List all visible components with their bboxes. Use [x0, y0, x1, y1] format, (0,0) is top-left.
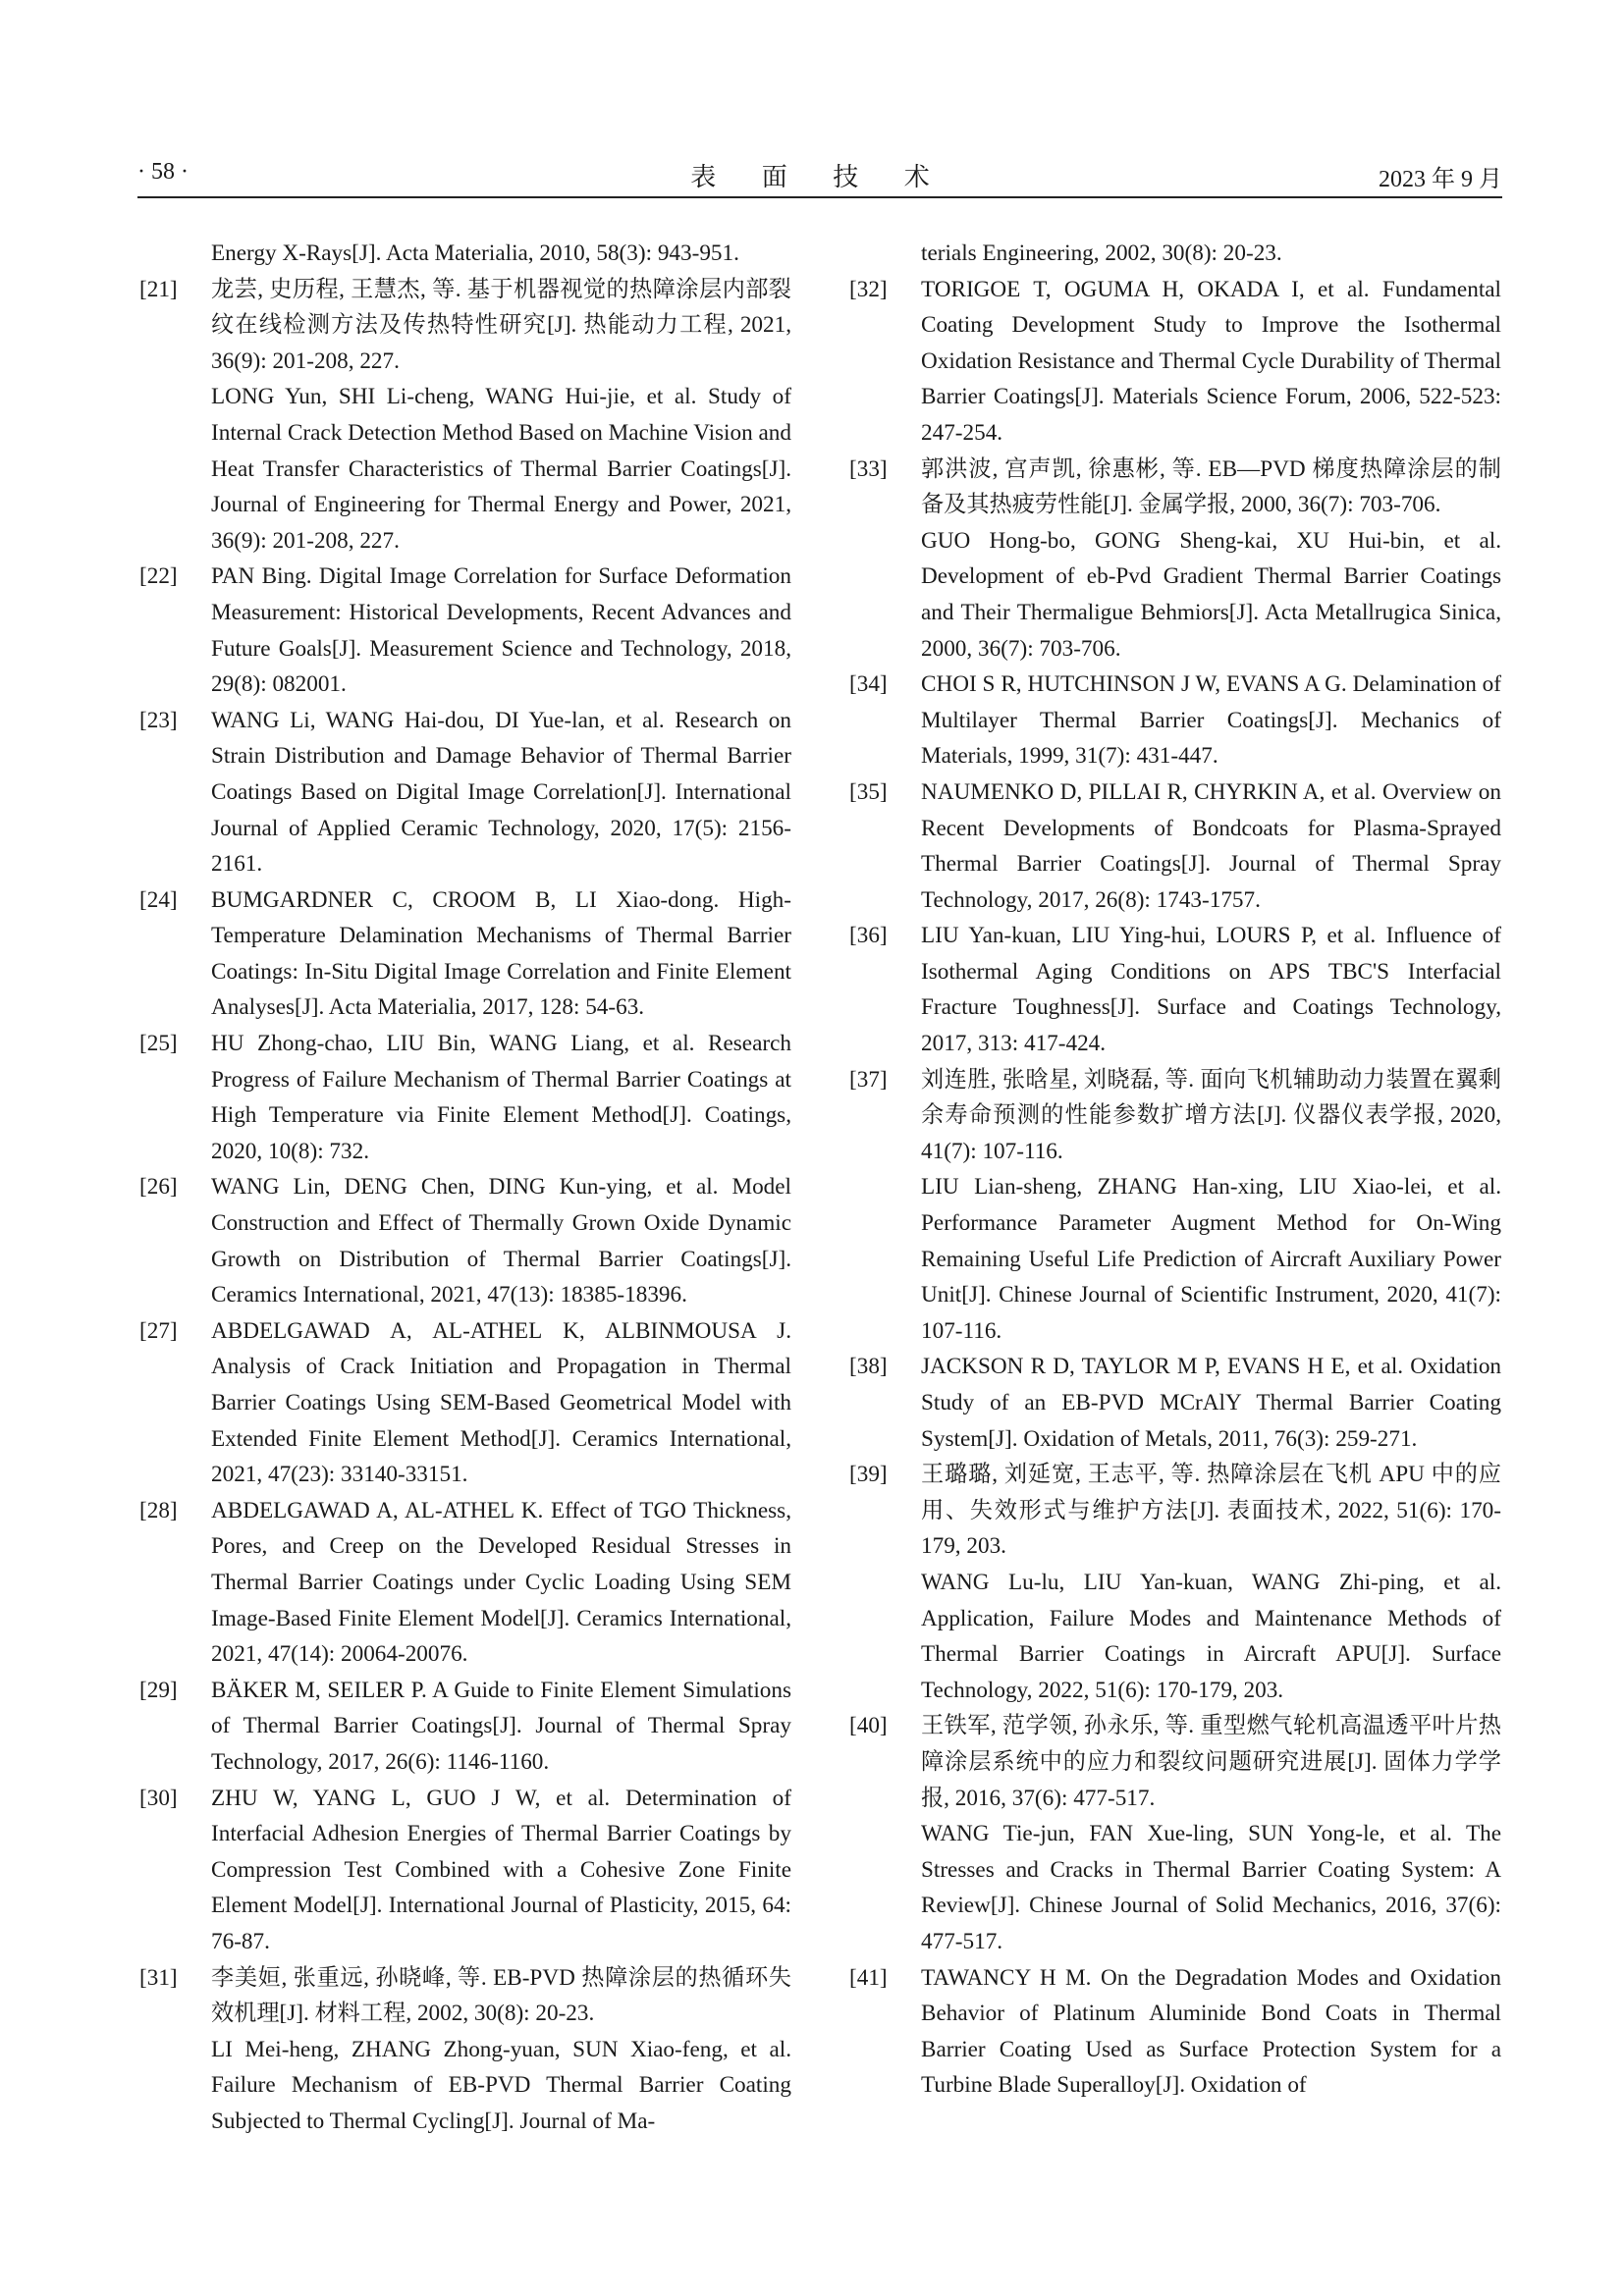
reference-item [847, 667, 1501, 774]
reference-text: JACKSON R D, TAYLOR M P, EVANS H E, et al. Oxidation Study of an EB-PVD MCrAlY Thermal Barrier Coating System[J]. Oxidation of Metals, 2011, 76(3): 259-271. [921, 1354, 1501, 1452]
reference-text: 李美姮, 张重远, 孙晓峰, 等. EB-PVD 热障涂层的热循环失效机理[J]. 材料工程, 2002, 30(8): 20-23. [211, 1964, 791, 2027]
reference-item [137, 559, 791, 702]
reference-number: [41] [849, 1964, 888, 1991]
reference-text: WANG Lin, DENG Chen, DING Kun-ying, et al. Model Construction and Effect of Thermally Grown Oxide Dynamic Growth on Distribution of Thermal Barrier Coatings[J]. Ceramics International, 2021, 47(13): 18385-18396. [211, 1174, 791, 1308]
reference-item [847, 1708, 1501, 1959]
reference-number: [37] [849, 1066, 888, 1093]
reference-text: ABDELGAWAD A, AL-ATHEL K, ALBINMOUSA J. Analysis of Crack Initiation and Propagation in Thermal Barrier Coatings Using SEM-Based Geometrical Model with Extended Finite Element Method[J]. Ceramics International, 2021, 47(23): 33140-33151. [211, 1317, 791, 1488]
reference-number: [33] [849, 455, 888, 482]
reference-item [137, 1493, 791, 1673]
reference-text: 郭洪波, 宫声凯, 徐惠彬, 等. EB—PVD 梯度热障涂层的制备及其热疲劳性能[J]. 金属学报, 2000, 36(7): 703-706. [921, 455, 1501, 518]
reference-text: LIU Yan-kuan, LIU Ying-hui, LOURS P, et al. Influence of Isothermal Aging Conditions on APS TBC'S Interfacial Fracture Toughness[J]. Surface and Coatings Technology, 2017, 313: 417-424. [921, 923, 1501, 1057]
reference-text: BUMGARDNER C, CROOM B, LI Xiao-dong. High-Temperature Delamination Mechanisms of Thermal Barrier Coatings: In-Situ Digital Image Correlation and Finite Element Analyses[J]. Acta Materialia, 2017, 128: 54-63. [211, 886, 791, 1021]
reference-item [137, 1781, 791, 1960]
reference-continuation: terials Engineering, 2002, 30(8): 20-23. [921, 240, 1282, 266]
reference-number: [25] [139, 1031, 178, 1057]
reference-item [137, 703, 791, 882]
reference-number: [27] [139, 1317, 178, 1344]
reference-number: [28] [139, 1497, 178, 1523]
reference-text: 刘连胜, 张晗星, 刘晓磊, 等. 面向飞机辅助动力装置在翼剩余寿命预测的性能参数扩增方法[J]. 仪器仪表学报, 2020, 41(7): 107-116. [921, 1066, 1501, 1164]
reference-item [847, 1960, 1501, 2104]
reference-item [137, 1169, 791, 1312]
reference-number: [38] [849, 1354, 888, 1380]
reference-item [847, 1062, 1501, 1350]
left-column [137, 236, 791, 2139]
reference-text: ZHU W, YANG L, GUO J W, et al. Determination of Interfacial Adhesion Energies of Thermal Barrier Coatings by Compression Test Combined with a Cohesive Zone Finite Element Model[J]. International Journal of Plasticity, 2015, 64: 76-87. [211, 1785, 791, 1954]
issue-date: 2023 年 9 月 [1379, 167, 1502, 192]
reference-number: [21] [139, 276, 178, 302]
reference-number: [26] [139, 1174, 178, 1201]
reference-text: LIU Lian-sheng, ZHANG Han-xing, LIU Xiao-lei, et al. Performance Parameter Augment Method for On-Wing Remaining Useful Life Prediction of Aircraft Auxiliary Power Unit[J]. Chinese Journal of Scientific Instrument, 2020, 41(7): 107-116. [921, 1174, 1501, 1344]
reference-item [137, 272, 791, 560]
reference-text: WANG Tie-jun, FAN Xue-ling, SUN Yong-le, et al. The Stresses and Cracks in Thermal Barrier Coating System: A Review[J]. Chinese Journal of Solid Mechanics, 2016, 37(6): 477-517. [921, 1821, 1501, 1954]
right-column [847, 236, 1501, 2104]
reference-number: [36] [849, 923, 888, 949]
reference-number: [32] [849, 276, 888, 302]
reference-continuation: Energy X-Rays[J]. Acta Materialia, 2010, 58(3): 943-951. [211, 240, 739, 266]
reference-item [847, 272, 1501, 452]
reference-text: TAWANCY H M. On the Degradation Modes and Oxidation Behavior of Platinum Aluminide Bond Coats in Thermal Barrier Coating Used as Surface Protection System for a Turbine Blade Superalloy[J]. Oxidation of [921, 1964, 1501, 2099]
reference-text: LI Mei-heng, ZHANG Zhong-yuan, SUN Xiao-feng, et al. Failure Mechanism of EB-PVD Thermal Barrier Coating Subjected to Thermal Cycling[J]. Journal of Ma- [211, 2036, 791, 2134]
reference-item [847, 452, 1501, 667]
reference-text: HU Zhong-chao, LIU Bin, WANG Liang, et al. Research Progress of Failure Mechanism of Thermal Barrier Coatings at High Temperature via Finite Element Method[J]. Coatings, 2020, 10(8): 732. [211, 1031, 791, 1164]
page-number: · 58 · [137, 159, 189, 185]
reference-text: 王铁军, 范学领, 孙永乐, 等. 重型燃气轮机高温透平叶片热障涂层系统中的应力和裂纹问题研究进展[J]. 固体力学学报, 2016, 37(6): 477-517. [921, 1713, 1501, 1811]
reference-text: PAN Bing. Digital Image Correlation for Surface Deformation Measurement: Historical Developments, Recent Advances and Future Goals[J]. Measurement Science and Technology, 2018, 29(8): 082001. [211, 563, 791, 698]
page-header [137, 157, 1502, 198]
reference-item [847, 1457, 1501, 1708]
reference-text: CHOI S R, HUTCHINSON J W, EVANS A G. Delamination of Multilayer Thermal Barrier Coatings[J]. Mechanics of Materials, 1999, 31(7): 431-447. [921, 671, 1501, 770]
reference-text: WANG Lu-lu, LIU Yan-kuan, WANG Zhi-ping, et al. Application, Failure Modes and Maintenance Methods of Thermal Barrier Coatings in Aircraft APU[J]. Surface Technology, 2022, 51(6): 170-179, 203. [921, 1569, 1501, 1703]
reference-number: [29] [139, 1677, 178, 1703]
reference-item [847, 1349, 1501, 1457]
reference-number: [30] [139, 1785, 178, 1811]
reference-item [137, 1960, 791, 2140]
reference-number: [24] [139, 886, 178, 913]
reference-item [847, 918, 1501, 1061]
reference-item [847, 774, 1501, 918]
reference-text: TORIGOE T, OGUMA H, OKADA I, et al. Fundamental Coating Development Study to Improve the Isothermal Oxidation Resistance and Thermal Cycle Durability of Thermal Barrier Coatings[J]. Materials Science Forum, 2006, 522-523: 247-254. [921, 276, 1501, 446]
reference-text: 王璐璐, 刘延宽, 王志平, 等. 热障涂层在飞机 APU 中的应用、失效形式与维护方法[J]. 表面技术, 2022, 51(6): 170-179, 203. [921, 1462, 1501, 1560]
reference-number: [40] [849, 1713, 888, 1739]
reference-number: [39] [849, 1462, 888, 1488]
reference-item [137, 1313, 791, 1493]
reference-number: [22] [139, 563, 178, 590]
reference-item [137, 1026, 791, 1169]
reference-text: BÄKER M, SEILER P. A Guide to Finite Element Simulations of Thermal Barrier Coatings[J]. Journal of Thermal Spray Technology, 2017, 26(6): 1146-1160. [211, 1677, 791, 1775]
reference-number: [23] [139, 707, 178, 733]
reference-text: NAUMENKO D, PILLAI R, CHYRKIN A, et al. Overview on Recent Developments of Bondcoats for Plasma-Sprayed Thermal Barrier Coatings[J]. Journal of Thermal Spray Technology, 2017, 26(8): 1743-1757. [921, 778, 1501, 913]
reference-number: [34] [849, 671, 888, 698]
reference-number: [31] [139, 1964, 178, 1991]
reference-text: GUO Hong-bo, GONG Sheng-kai, XU Hui-bin, et al. Development of eb-Pvd Gradient Thermal Barrier Coatings and Their Thermaligue Behmiors[J]. Acta Metallrugica Sinica, 2000, 36(7): 703-706. [921, 527, 1501, 662]
reference-item [137, 1673, 791, 1781]
reference-text: WANG Li, WANG Hai-dou, DI Yue-lan, et al. Research on Strain Distribution and Damage Behavior of Thermal Barrier Coatings Based on Digital Image Correlation[J]. International Journal of Applied Ceramic Technology, 2020, 17(5): 2156-2161. [211, 707, 791, 878]
journal-title: 表 面 技 术 [690, 163, 949, 191]
reference-number: [35] [849, 778, 888, 805]
reference-text: 龙芸, 史历程, 王慧杰, 等. 基于机器视觉的热障涂层内部裂纹在线检测方法及传热特性研究[J]. 热能动力工程, 2021, 36(9): 201-208, 227. [211, 276, 791, 374]
reference-text: ABDELGAWAD A, AL-ATHEL K. Effect of TGO Thickness, Pores, and Creep on the Developed Residual Stresses in Thermal Barrier Coatings under Cyclic Loading Using SEM Image-Based Finite Element Model[J]. Ceramics International, 2021, 47(14): 20064-20076. [211, 1497, 791, 1668]
reference-item [137, 882, 791, 1026]
reference-text: LONG Yun, SHI Li-cheng, WANG Hui-jie, et al. Study of Internal Crack Detection Method Based on Machine Vision and Heat Transfer Characteristics of Thermal Barrier Coatings[J]. Journal of Engineering for Thermal Energy and Power, 2021, 36(9): 201-208, 227. [211, 384, 791, 554]
